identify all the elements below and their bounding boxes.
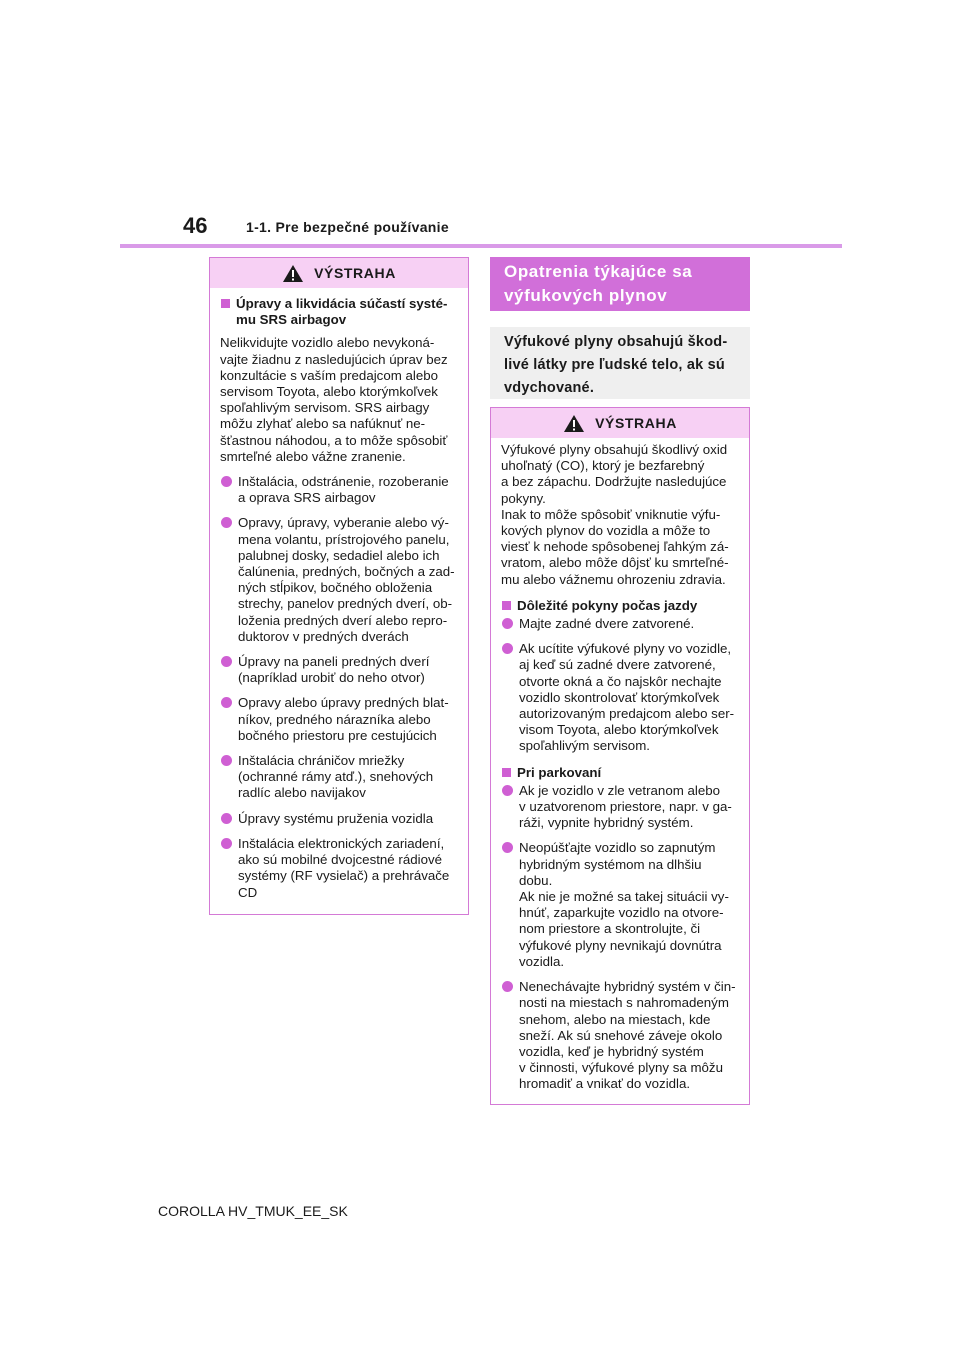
warning-box-airbag xyxy=(209,257,469,915)
list-item-text: Inštalácia, odstránenie, rozoberanie a oprava SRS airbagov xyxy=(238,474,449,506)
page-number: 46 xyxy=(183,213,208,238)
list-item xyxy=(220,474,459,506)
list-item xyxy=(501,979,740,1092)
round-bullet-icon xyxy=(221,813,232,824)
warning-item-list xyxy=(220,474,459,901)
list-item-text: Nenechávajte hybridný systém v čin- nosti na miestach s nahromadeným snehom, alebo na miestach, kde sneží. Ak sú snehové záveje okolo vozidla, keď je hybridný systém v činnosti, výfukové plyny sa môžu hromadiť a vnikať do vozidla. xyxy=(519,979,736,1092)
list-item xyxy=(220,695,459,744)
warning-title: VÝSTRAHA xyxy=(595,415,677,431)
list-item-text: Inštalácia elektronických zariadení, ako sú mobilné dvojcestné rádiové systémy (RF vysielač) a prehrávače CD xyxy=(238,835,450,900)
round-bullet-icon xyxy=(221,517,232,528)
list-item-text: Ak je vozidlo v zle vetranom alebo v uzatvorenom priestore, napr. v ga- ráži, vypnite hybridný systém. xyxy=(519,782,732,831)
round-bullet-icon xyxy=(221,476,232,487)
list-item xyxy=(220,515,459,645)
warning-intro: Nelikvidujte vozidlo alebo nevykoná- vajte žiadnu z nasledujúcich úprav bez konzultácie s vaším predajcom alebo servisom Toyota, alebo ktorýmkoľvek spoľahlivým servisom. SRS airbagy môžu zlyhať alebo sa nafúknuť ne- šťastnou náhodou, a to môže spôsobiť smrteľné alebo vážne zranenie. xyxy=(220,335,448,464)
driving-item-list xyxy=(501,616,740,755)
round-bullet-icon xyxy=(502,785,513,796)
list-item-text: Ak ucítite výfukové plyny vo vozidle, aj keď sú zadné dvere zatvorené, otvorte okná a čo najskôr nechajte vozidlo skontrolovať ktorýmkoľvek autorizovaným predajcom alebo ser- visom Toyota, alebo ktorýmkoľvek spoľahlivým servisom. xyxy=(519,641,735,754)
list-item xyxy=(220,811,459,827)
round-bullet-icon xyxy=(221,656,232,667)
list-item xyxy=(501,641,740,754)
square-bullet-icon xyxy=(502,601,511,610)
warning-box-exhaust xyxy=(490,407,750,1105)
round-bullet-icon xyxy=(221,755,232,766)
list-item-text: Opravy alebo úpravy predných blat- níkov, predného nárazníka alebo bočného priestoru pre cestujúcich xyxy=(238,695,449,743)
warning-header xyxy=(210,258,468,288)
warning-title: VÝSTRAHA xyxy=(314,265,396,281)
warning-subheading: Úpravy a likvidácia súčastí systé- mu SRS airbagov xyxy=(220,296,459,328)
square-bullet-icon xyxy=(502,768,511,777)
round-bullet-icon xyxy=(502,981,513,992)
list-item xyxy=(220,836,459,901)
square-bullet-icon xyxy=(221,299,230,308)
list-item-text: Majte zadné dvere zatvorené. xyxy=(519,616,695,632)
list-item xyxy=(220,753,459,802)
warning-subheading-driving: Dôležité pokyny počas jazdy xyxy=(501,598,740,614)
list-item-text: Opravy, úpravy, vyberanie alebo vý- mena volantu, prístrojového panelu, palubnej dosky, sedadiel alebo ich čalúnenia, predných, bočných a zad- ných stĺpikov, bočného obloženia strechy, panelov predných dverí, ob- loženia predných dverí alebo repro- duktorov v predných dverách xyxy=(238,515,455,644)
list-item-text: Inštalácia chráničov mriežky (ochranné rámy atď.), snehových radlíc alebo navijakov xyxy=(238,753,434,801)
warning-intro: Výfukové plyny obsahujú škodlivý oxid uhoľnatý (CO), ktorý je bezfarebný a bez zápachu. Dodržujte nasledujúce pokyny. Inak to môže spôsobiť vniknutie výfu- kových plynov do vozidla a môže to viesť k nehode spôsobenej ľahkým zá- vratom, alebo môže dôjsť ku smrteľné- mu alebo vážnemu ohrozeniu zdravia. xyxy=(501,442,729,587)
list-item-text: Úpravy na paneli predných dverí (napríklad urobiť do neho otvor) xyxy=(238,654,430,686)
warning-subheading-parking: Pri parkovaní xyxy=(501,765,740,781)
round-bullet-icon xyxy=(221,697,232,708)
warning-header xyxy=(491,408,749,438)
round-bullet-icon xyxy=(502,618,513,629)
round-bullet-icon xyxy=(502,842,513,853)
list-item xyxy=(501,783,740,832)
round-bullet-icon xyxy=(502,643,513,654)
topic-summary: Výfukové plyny obsahujú škod- livé látky pre ľudské telo, ak sú vdychované. xyxy=(490,327,750,399)
footer-model-code: COROLLA HV_TMUK_EE_SK xyxy=(158,1203,348,1219)
list-item-text: Neopúšťajte vozidlo so zapnutým hybridným systémom na dlhšiu dobu. Ak nie je možné sa takej situácii vy- hnúť, zaparkujte vozidlo na otvore- nom priestore a skontrolujte, či výfukové plyny nevnikajú dovnútra vozidla. xyxy=(519,840,729,969)
parking-item-list xyxy=(501,783,740,1093)
warning-triangle-icon xyxy=(563,414,585,433)
topic-heading: Opatrenia týkajúce sa výfukových plynov xyxy=(490,257,750,311)
section-title: 1-1. Pre bezpečné používanie xyxy=(246,219,449,235)
header-rule xyxy=(120,244,842,248)
round-bullet-icon xyxy=(221,838,232,849)
warning-triangle-icon xyxy=(282,264,304,283)
list-item xyxy=(501,616,740,632)
list-item xyxy=(220,654,459,686)
list-item-text: Úpravy systému pruženia vozidla xyxy=(238,810,434,826)
list-item xyxy=(501,840,740,970)
